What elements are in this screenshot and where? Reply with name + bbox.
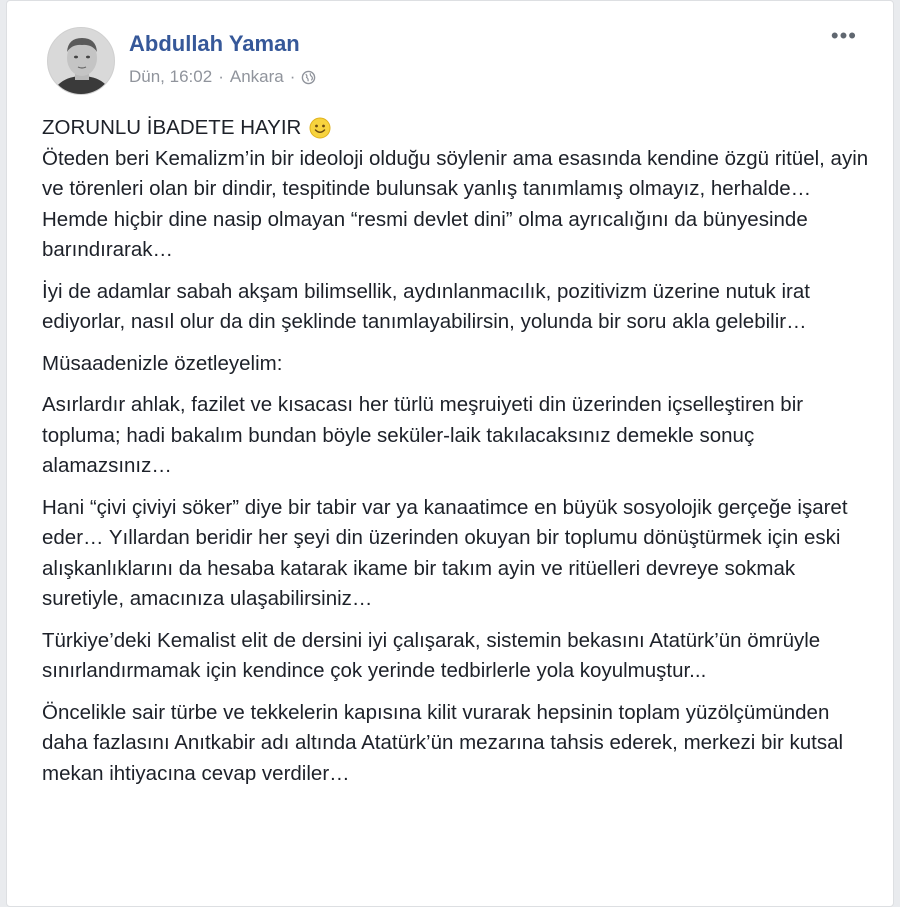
globe-icon[interactable]	[301, 70, 316, 85]
post-paragraph: İyi de adamlar sabah akşam bilimsellik, aydınlanmacılık, pozitivizm üzerine nutuk irat ediyorlar, nasıl olur da din şeklinde tanımlayabilirsin, yolunda bir soru akla gelebilir…	[42, 279, 810, 333]
avatar-image	[48, 28, 115, 95]
author-name[interactable]: Abdullah Yaman	[129, 31, 300, 56]
post-paragraph: Türkiye’deki Kemalist elit de dersini iyi çalışarak, sistemin bekasını Atatürk’ün ömrüyle sınırlandırmamak için kendince çok yerinde tedbirlerle yola koyulmuştur...	[42, 628, 821, 682]
meta-separator: ·	[289, 67, 296, 86]
post-header	[37, 21, 867, 101]
avatar[interactable]	[47, 27, 115, 95]
post-timestamp[interactable]: Dün, 16:02	[129, 67, 213, 86]
post-title: ZORUNLU İBADETE HAYIR	[42, 116, 302, 139]
post-paragraph: Asırlardır ahlak, fazilet ve kısacası her türlü meşruiyeti din üzerinden içselleştiren bir topluma; hadi bakalım bundan böyle seküler-laik takılacaksınız demekle sonuç alamazsınız…	[42, 393, 804, 477]
post-paragraph: Öncelikle sair türbe ve tekkelerin kapısına kilit vurarak hepsinin toplam yüzölçümünden daha fazlasını Anıtkabir adı altında Atatürk’ün mezarına tahsis ederek, merkezi bir kutsal mekan ihtiyacına cevap verdiler…	[42, 700, 844, 785]
post-paragraph: Hani “çivi çiviyi söker” diye bir tabir var ya kanaatimce en büyük sosyolojik gerçeğe işaret eder… Yıllardan beridir her şeyi din üzerinden okuyan bir toplumu dönüştürmek için eski alışkanlıklarını da hesaba katarak ikame bir takım ayin ve ritüelleri devreye sokmak suretiyle, amacınıza ulaşabilirsiniz…	[42, 495, 848, 610]
post-title-line	[42, 113, 872, 144]
post-body	[42, 113, 872, 800]
more-options-button[interactable]: •••	[830, 23, 857, 48]
smiley-icon	[309, 117, 331, 139]
meta-separator: ·	[218, 67, 224, 86]
post-card	[6, 0, 894, 907]
post-location[interactable]: Ankara	[229, 67, 284, 86]
post-meta	[129, 67, 316, 87]
post-paragraph: Müsaadenizle özetleyelim:	[42, 351, 283, 375]
post-paragraph: Öteden beri Kemalizm’in bir ideoloji olduğu söylenir ama esasında kendine özgü ritüel, ayin ve törenleri olan bir dindir, tespitinde bulunsak yanlış tanımlamış olmayız, herhalde… Hemde hiçbir dine nasip olmayan “resmi devlet dini” olma ayrıcalığını da bünyesinde barındırarak…	[42, 146, 869, 261]
